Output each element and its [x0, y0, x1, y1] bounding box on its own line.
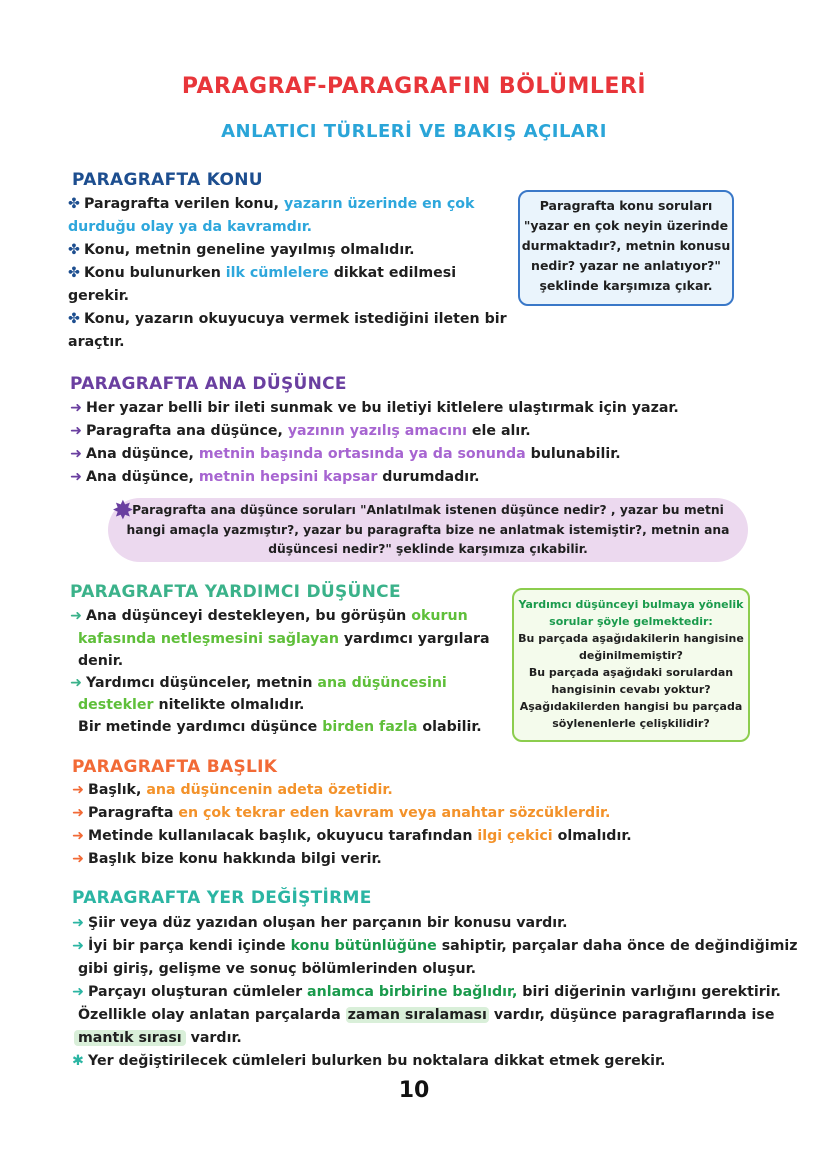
arrow-icon: ➜ [70, 446, 82, 462]
baslik-heading: PARAGRAFTA BAŞLIK [72, 757, 278, 777]
konu-info-box: Paragrafta konu soruları "yazar en çok neyin üzerinde durmaktadır?, metnin konusu nedir? yazar ne anlatıyor?" şeklinde karşımıza çıkar. [518, 190, 734, 306]
arrow-icon: ➜ [70, 469, 82, 485]
arrow-icon: ➜ [72, 984, 84, 1000]
page-title: PARAGRAF-PARAGRAFIN BÖLÜMLERİ [181, 74, 647, 99]
star-icon: ✸ [112, 496, 134, 526]
page-subtitle: ANLATICI TÜRLERİ VE BAKIŞ AÇILARI [221, 121, 607, 142]
arrow-icon: ➜ [72, 938, 84, 954]
baslik-text: ➜ Başlık, ana düşüncenin adeta özetidir. ➜ Paragrafta en çok tekrar eden kavram veya anahtar sözcüklerdir. ➜ Metinde kullanılacak başlık, okuyucu tarafından ilgi çekici olmalıdır. ➜ Başlık bize konu hakkında bilgi verir. [72, 782, 632, 867]
arrow-icon: ➜ [70, 423, 82, 439]
bullet-icon: ✤ [68, 265, 80, 281]
ana-info-box: ✸ Paragrafta ana düşünce soruları "Anlatılmak istenen düşünce nedir? , yazar bu metni hangi amaçla yazmıştır?, yazar bu paragrafta bize ne anlatmak istemiştir?, metnin ana düşüncesi nedir?" şeklinde karşımıza çıkabilir. [108, 498, 748, 562]
konu-text: ✤ Paragrafta verilen konu, yazarın üzerinde en çok durduğu olay ya da kavramdır. ✤ Konu, metnin geneline yayılmış olmalıdır. ✤ Konu bulunurken ilk cümlelere dikkat edilmesi gerekir. ✤ Konu, yazarın okuyucuya vermek istediğini ileten bir araçtır. [68, 196, 507, 350]
yardimci-info-box: Yardımcı düşünceyi bulmaya yönelik sorular şöyle gelmektedir: Bu parçada aşağıdakilerin hangisine değinilmemiştir? Bu parçada aşağıdaki sorulardan hangisinin cevabı yoktur? Aşağıdakilerden hangisi bu parçada söylenenlerle çelişkilidir? [512, 588, 750, 742]
arrow-icon: ➜ [70, 608, 82, 624]
yardimci-heading: PARAGRAFTA YARDIMCI DÜŞÜNCE [70, 582, 401, 602]
arrow-icon: ➜ [72, 782, 84, 798]
ana-heading: PARAGRAFTA ANA DÜŞÜNCE [70, 374, 347, 394]
arrow-icon: ➜ [70, 675, 82, 691]
arrow-icon: ➜ [70, 400, 82, 416]
arrow-icon: ➜ [72, 851, 84, 867]
bullet-icon: ✤ [68, 311, 80, 327]
bullet-icon: ✤ [68, 196, 80, 212]
yer-heading: PARAGRAFTA YER DEĞİŞTİRME [72, 888, 372, 908]
bullet-icon: ✤ [68, 242, 80, 258]
ana-text: ➜ Her yazar belli bir ileti sunmak ve bu iletiyi kitlelere ulaştırmak için yazar. ➜ Paragrafta ana düşünce, yazının yazılış amacını ele alır. ➜ Ana düşünce, metnin başında ortasında ya da sonunda bulunabilir. ➜ Ana düşünce, metnin hepsini kapsar durumdadır. [70, 400, 679, 485]
arrow-icon: ➜ [72, 805, 84, 821]
arrow-icon: ➜ [72, 828, 84, 844]
yardimci-text: ➜ Ana düşünceyi destekleyen, bu görüşün okurun kafasında netleşmesini sağlayan yardımcı yargılara denir. ➜ Yardımcı düşünceler, metnin ana düşüncesini destekler nitelikte olmalıdır. Bir metinde yardımcı düşünce birden fazla olabilir. [70, 608, 490, 735]
arrow-icon: ➜ [72, 915, 84, 931]
konu-heading: PARAGRAFTA KONU [72, 170, 263, 190]
star-icon: ✱ [72, 1053, 84, 1069]
page-number: 10 [398, 1078, 430, 1103]
yer-text: ➜ Şiir veya düz yazıdan oluşan her parçanın bir konusu vardır. ➜ İyi bir parça kendi içinde konu bütünlüğüne sahiptir, parçalar daha önce de değindiğimiz gibi giriş, gelişme ve sonuç bölümlerinden oluşur. ➜ Parçayı oluşturan cümleler anlamca birbirine bağlıdır, biri diğerinin varlığını gerektirir. Özellikle olay anlatan parçalarda zaman sıralaması vardır, düşünce paragraflarında ise mantık sırası vardır. ✱ Yer değiştirilecek cümleleri bulurken bu noktalara dikkat etmek gerekir. [72, 915, 798, 1069]
